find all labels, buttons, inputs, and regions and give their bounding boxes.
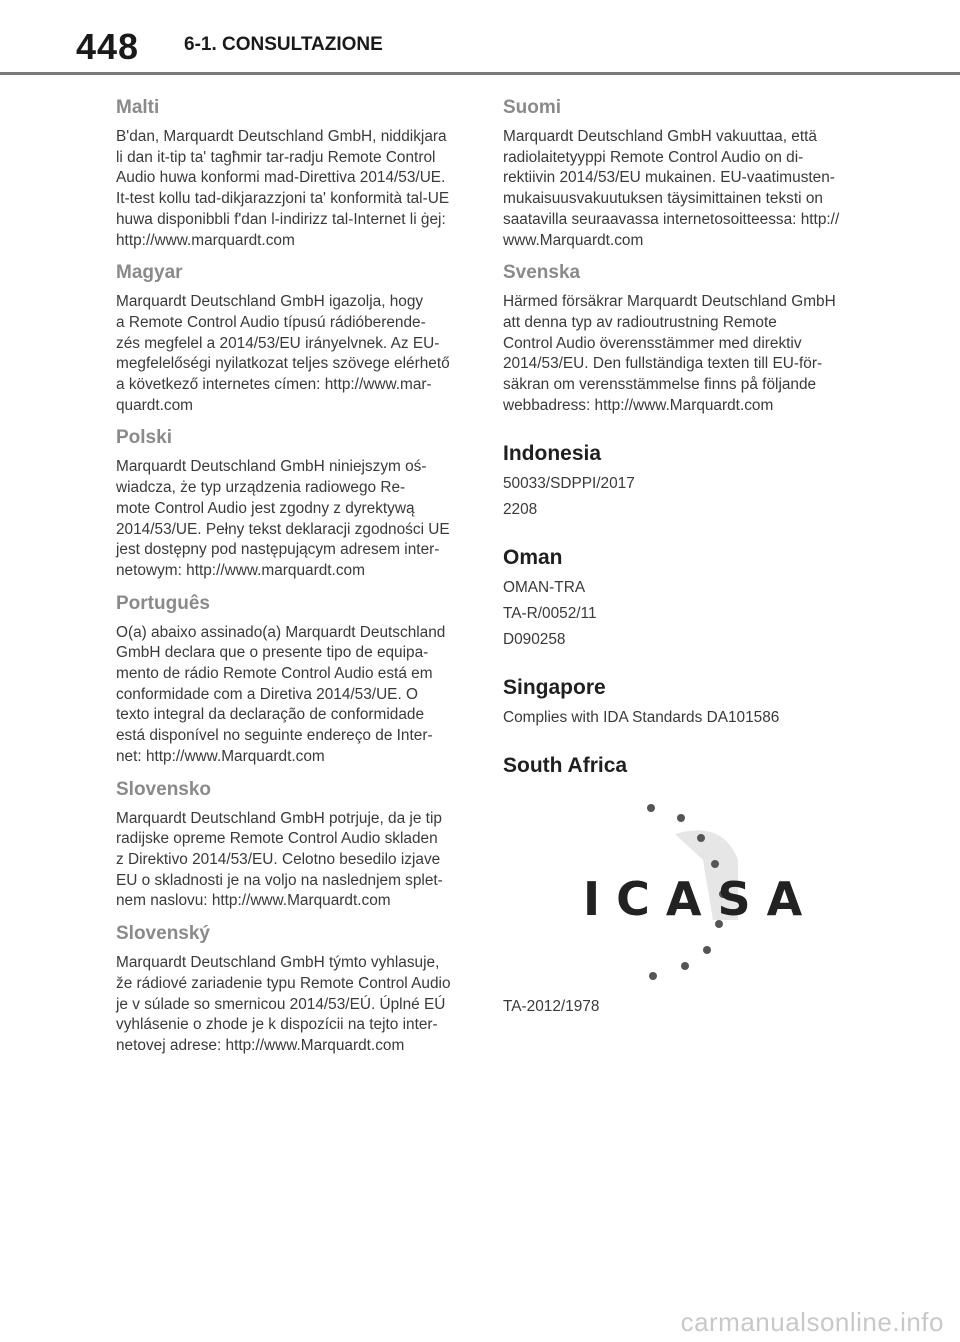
- page-number: 448: [76, 26, 140, 67]
- lang-section-magyar: [116, 261, 466, 416]
- lang-section-svenska: [503, 261, 853, 416]
- country-heading: Oman: [503, 546, 563, 570]
- logo-dot: [711, 860, 719, 868]
- header-divider: [0, 72, 960, 75]
- right-column: [503, 96, 853, 1016]
- certification-number: 2208: [503, 501, 538, 519]
- certification-number: TA-R/0052/11: [503, 605, 597, 623]
- lang-paragraph: Marquardt Deutschland GmbH týmto vyhlasuje, že rádiové zariadenie typu Remote Control Audio je v súlade so smernicou 2014/53/EÚ. Úplné EÚ vyhlásenie o zhode je k dispozícii na tejto inter- netovej adrese: http://www.Marquardt.com: [116, 954, 451, 1054]
- certification-number: OMAN-TRA: [503, 579, 586, 597]
- lang-paragraph: B'dan, Marquardt Deutschland GmbH, niddikjara li dan it-tip ta' tagħmir tar-radju Remote Control Audio huwa konformi mad-Direttiva 2014/53/UE. It-test kollu tad-dikjarazzjoni ta' konformità tal-UE huwa disponibbli f'dan l-indirizz tal-Internet li ġej: http://www.marquardt.com: [116, 128, 450, 249]
- logo-dot: [677, 814, 685, 822]
- lang-paragraph: O(a) abaixo assinado(a) Marquardt Deutschland GmbH declara que o presente tipo de equipa- mento de rádio Remote Control Audio está em conformidade com a Diretiva 2014/53/UE. O texto integral da declaração de conformidade está disponível no seguinte endereço de Inter- net: http://www.Marquardt.com: [116, 623, 446, 765]
- lang-paragraph: Marquardt Deutschland GmbH potrjuje, da je tip radijske opreme Remote Control Audio skladen z Direktivo 2014/53/EU. Celotno besedilo izjave EU o skladnosti je na voljo na naslednjem splet- nem naslovu: http://www.Marquardt.com: [116, 809, 443, 910]
- country-heading: South Africa: [503, 754, 628, 778]
- certification-statement: Complies with IDA Standards DA101586: [503, 709, 780, 727]
- lang-section-suomi: [503, 96, 853, 251]
- certification-number: 50033/SDPPI/2017: [503, 475, 635, 493]
- country-section-oman: [503, 544, 853, 650]
- lang-heading: Magyar: [116, 262, 183, 284]
- left-column: [116, 96, 466, 1067]
- logo-dot: [649, 972, 657, 980]
- section-title: 6-1. CONSULTAZIONE: [184, 34, 383, 55]
- country-section-south-africa: [503, 752, 853, 1016]
- approval-number: TA-2012/1978: [503, 998, 600, 1016]
- logo-dot: [681, 962, 689, 970]
- watermark: carmanualsonline.info: [680, 1307, 944, 1337]
- icasa-logo: [573, 800, 813, 990]
- lang-paragraph: Marquardt Deutschland GmbH vakuuttaa, että radiolaitetyyppi Remote Control Audio on di- rektiivin 2014/53/EU mukainen. EU-vaatimusten- mukaisuusvakuutuksen täysimittainen teksti on saatavilla seuraavassa internetosoitteessa: http:// www.Marquardt.com: [503, 128, 840, 249]
- lang-paragraph: Härmed försäkrar Marquardt Deutschland GmbH att denna typ av radioutrustning Remote Control Audio överensstämmer med direktiv 2014/53/EU. Den fullständiga texten till EU-för- säkran om verensstämmelse finns på följande webbadress: http://www.Marquardt.com: [503, 293, 836, 414]
- certification-number: D090258: [503, 631, 566, 649]
- logo-dot: [647, 804, 655, 812]
- lang-section-slovensko: [116, 778, 466, 913]
- lang-section-polski: [116, 426, 466, 581]
- icasa-wordmark: I C A S A: [583, 872, 803, 927]
- logo-dot: [703, 946, 711, 954]
- country-section-singapore: [503, 674, 853, 728]
- lang-heading: Slovensko: [116, 778, 212, 800]
- country-heading: Indonesia: [503, 442, 602, 466]
- lang-section-slovensky: [116, 922, 466, 1057]
- logo-dot: [697, 834, 705, 842]
- lang-heading: Svenska: [503, 262, 581, 284]
- lang-heading: Suomi: [503, 97, 562, 118]
- country-section-indonesia: [503, 440, 853, 520]
- lang-heading: Malti: [116, 97, 160, 118]
- country-heading: Singapore: [503, 676, 606, 700]
- lang-paragraph: Marquardt Deutschland GmbH igazolja, hogy a Remote Control Audio típusú rádióberende- zés megfelel a 2014/53/EU irányelvnek. Az EU- megfelelőségi nyilatkozat teljes szövege elérhető a következő internetes címen: http://www.mar- quardt.com: [116, 293, 450, 414]
- lang-section-portugues: [116, 592, 466, 768]
- lang-paragraph: Marquardt Deutschland GmbH niniejszym oś- wiadcza, że typ urządzenia radiowego Re- mote Control Audio jest zgodny z dyrektywą 2014/53/UE. Pełny tekst deklaracji zgodności UE jest dostępny pod następującym adresem inter- netowym: http://www.marquardt.com: [116, 458, 450, 579]
- lang-heading: Slovenský: [116, 923, 210, 945]
- lang-heading: Português: [116, 592, 210, 614]
- page-header: [0, 0, 960, 74]
- lang-heading: Polski: [116, 427, 172, 449]
- lang-section-malti: [116, 96, 466, 251]
